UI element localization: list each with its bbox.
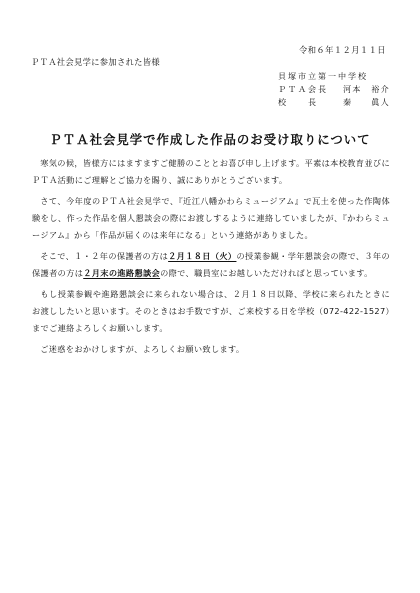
sender-school bbox=[278, 70, 390, 83]
sender-pta-name: 河本 裕介 bbox=[343, 84, 390, 94]
sender-pta-chair bbox=[278, 83, 390, 96]
paragraph-announcement: さて、今年度のＰＴＡ社会見学で、『近江八幡かわらミュージアム』で瓦土を使った作陶体験をし、作った作品を個人懇談会の際にお渡しするように連絡していましたが、『かわらミュージアム』から「作品が届くのは来年になる」という連絡がありました。 bbox=[32, 196, 390, 240]
sender-principal-title: 校 長 bbox=[278, 97, 318, 107]
pickup-meeting: ２月末の進路懇談会 bbox=[83, 268, 161, 278]
sender-principal bbox=[278, 96, 390, 109]
sender-pta-title: ＰＴＡ会長 bbox=[278, 84, 328, 94]
paragraph-alternative: もし授業参観や進路懇談会に来られない場合は、２月１８日以降、学校に来られたときにお渡ししたいと思います。そのときはお手数ですが、ご来校する日を学校（072-422-1527）までご連絡よろしくお願いします。 bbox=[32, 289, 390, 333]
paragraph-closing: ご迷惑をおかけしますが、よろしくお願い致します。 bbox=[40, 344, 245, 354]
document-date: 令和６年１２月１１日 bbox=[299, 45, 386, 55]
document-title: ＰＴＡ社会見学で作成した作品のお受け取りについて bbox=[49, 132, 371, 147]
pickup-date: ２月１８日（火） bbox=[168, 251, 237, 261]
document-body bbox=[32, 155, 390, 362]
pickup-text-3: の際で、職員室にお越しいただければと思っています。 bbox=[160, 268, 373, 278]
recipient-line: ＰＴＡ社会見学に参加された皆様 bbox=[31, 57, 160, 67]
pickup-text-1: そこで、１・２年の保護者の方は bbox=[40, 251, 169, 261]
paragraph-greeting: 寒気の候，皆様方にはますますご健勝のこととお喜び申し上げます。平素は本校教育並びにＰＴＡ活動にご理解とご協力を賜り、誠にありがとうございます。 bbox=[32, 158, 390, 185]
sender-block bbox=[278, 70, 390, 109]
paragraph-pickup bbox=[32, 248, 390, 282]
pickup-text-2: の授業参観・学年懇談会の際で、３年の保護者の方は bbox=[32, 251, 390, 278]
sender-school-name: 貝塚市立第一中学校 bbox=[278, 71, 368, 81]
sender-principal-name: 秦 眞人 bbox=[343, 97, 390, 107]
